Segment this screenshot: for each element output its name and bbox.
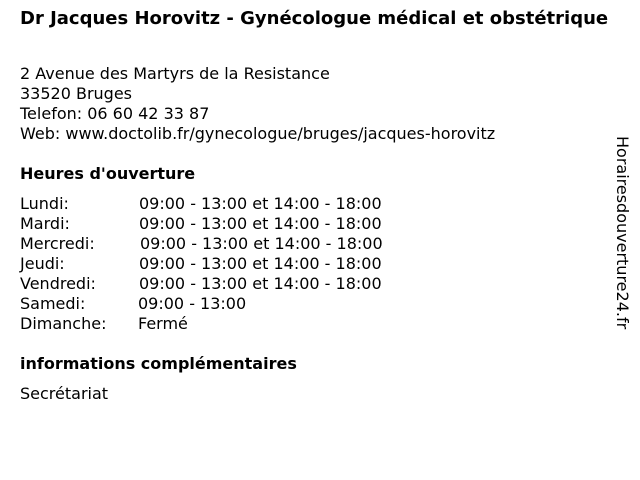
day-hours: 09:00 - 13:00 et 14:00 - 18:00 (139, 214, 382, 233)
day-label: Lundi: (20, 194, 69, 213)
day-hours: 09:00 - 13:00 et 14:00 - 18:00 (139, 194, 382, 213)
additional-info-heading: informations complémentaires (20, 354, 297, 373)
day-label: Vendredi: (20, 274, 96, 293)
day-hours: 09:00 - 13:00 et 14:00 - 18:00 (140, 234, 383, 253)
additional-info-text: Secrétariat (20, 384, 109, 403)
day-hours: Fermé (138, 314, 188, 333)
day-label: Mardi: (20, 214, 70, 233)
day-hours: 09:00 - 13:00 et 14:00 - 18:00 (139, 254, 382, 273)
street-address: 2 Avenue des Martyrs de la Resistance (20, 64, 330, 83)
site-watermark: Horairesdouverture24.fr (613, 136, 632, 330)
day-label: Dimanche: (20, 314, 107, 333)
day-hours: 09:00 - 13:00 (138, 294, 247, 313)
city: 33520 Bruges (20, 84, 133, 103)
page-title: Dr Jacques Horovitz - Gynécologue médical et obstétrique (20, 8, 609, 29)
day-label: Mercredi: (20, 234, 95, 253)
website: Web: www.doctolib.fr/gynecologue/bruges/jacques-horovitz (20, 124, 496, 143)
opening-hours-heading: Heures d'ouverture (20, 164, 196, 183)
day-label: Samedi: (20, 294, 86, 313)
phone-number: Telefon: 06 60 42 33 87 (20, 104, 210, 123)
day-label: Jeudi: (20, 254, 65, 273)
day-hours: 09:00 - 13:00 et 14:00 - 18:00 (139, 274, 382, 293)
address-block (20, 64, 495, 144)
